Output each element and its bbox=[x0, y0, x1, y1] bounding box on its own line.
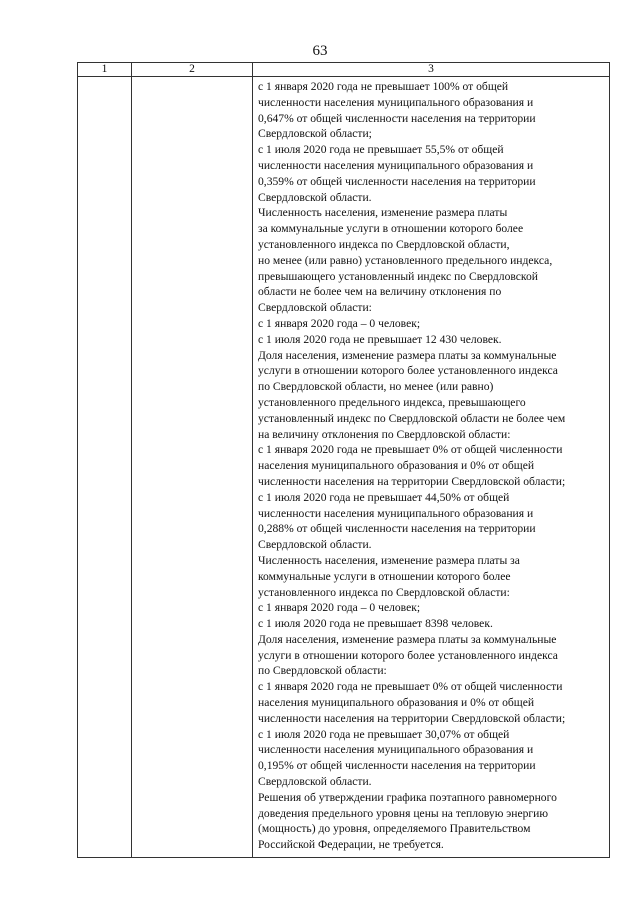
column-3-cell bbox=[253, 77, 610, 858]
text-line: с 1 января 2020 года не превышает 0% от общей численности bbox=[258, 680, 563, 694]
text-line: превышающего установленный индекс по Свердловской bbox=[258, 269, 538, 283]
text-line: по Свердловской области: bbox=[258, 664, 387, 678]
text-line: (мощность) до уровня, определяемого Правительством bbox=[258, 822, 531, 836]
text-line: Доля населения, изменение размера платы за коммунальные bbox=[258, 632, 557, 646]
text-line: 0,195% от общей численности населения на территории bbox=[258, 759, 536, 773]
text-line: Свердловской области. bbox=[258, 775, 372, 789]
content-text bbox=[258, 79, 609, 853]
text-line: установленного предельного индекса, превышающего bbox=[258, 395, 526, 409]
text-line: Численность населения, изменение размера платы за bbox=[258, 553, 520, 567]
text-line: численности населения муниципального образования и bbox=[258, 95, 534, 109]
text-line: с 1 января 2020 года не превышает 0% от общей численности bbox=[258, 443, 563, 457]
text-line: на величину отклонения по Свердловской области: bbox=[258, 427, 511, 441]
text-line: Решения об утверждении графика поэтапного равномерного bbox=[258, 790, 557, 804]
text-line: с 1 июля 2020 года не превышает 8398 человек. bbox=[258, 617, 493, 631]
text-line: с 1 января 2020 года – 0 человек; bbox=[258, 601, 421, 615]
text-line: с 1 июля 2020 года не превышает 30,07% от общей bbox=[258, 727, 510, 741]
text-line: населения муниципального образования и 0% от общей bbox=[258, 696, 535, 710]
page-number: 63 bbox=[312, 43, 328, 59]
text-line: с 1 июля 2020 года не превышает 12 430 человек. bbox=[258, 332, 502, 346]
text-line: 0,288% от общей численности населения на территории bbox=[258, 522, 536, 536]
text-line: с 1 января 2020 года не превышает 100% от общей bbox=[258, 80, 509, 93]
text-line: области не более чем на величину отклонения по bbox=[258, 285, 502, 299]
text-line: установленного индекса по Свердловской области: bbox=[258, 585, 510, 599]
text-line: Свердловской области. bbox=[258, 190, 372, 204]
text-line: Свердловской области; bbox=[258, 127, 372, 141]
text-line: численности населения муниципального образования и bbox=[258, 506, 534, 520]
text-line: услуги в отношении которого более установленного индекса bbox=[258, 648, 558, 662]
text-line: Свердловской области: bbox=[258, 301, 372, 315]
text-line: с 1 июля 2020 года не превышает 55,5% от общей bbox=[258, 143, 504, 157]
text-line: услуги в отношении которого более установленного индекса bbox=[258, 364, 558, 378]
text-line: численности населения муниципального образования и bbox=[258, 743, 534, 757]
text-line: за коммунальные услуги в отношении которого более bbox=[258, 222, 524, 236]
text-line: установленный индекс по Свердловской области не более чем bbox=[258, 411, 566, 425]
text-line: 0,647% от общей численности населения на территории bbox=[258, 111, 536, 125]
column-2-cell bbox=[132, 77, 253, 858]
column-header-2: 2 bbox=[132, 63, 253, 77]
text-line: коммунальные услуги в отношении которого более bbox=[258, 569, 511, 583]
text-line: Российской Федерации, не требуется. bbox=[258, 838, 444, 852]
text-line: численности населения на территории Свердловской области; bbox=[258, 474, 566, 488]
column-1-cell bbox=[78, 77, 132, 858]
column-header-1: 1 bbox=[78, 63, 132, 77]
table-row bbox=[78, 77, 610, 858]
document-table bbox=[77, 62, 610, 858]
text-line: населения муниципального образования и 0% от общей bbox=[258, 459, 535, 473]
table-header-row bbox=[78, 63, 610, 77]
column-header-3: 3 bbox=[253, 63, 610, 77]
text-line: по Свердловской области, но менее (или равно) bbox=[258, 380, 494, 394]
text-line: но менее (или равно) установленного предельного индекса, bbox=[258, 253, 553, 267]
text-line: Численность населения, изменение размера платы bbox=[258, 206, 508, 220]
text-line: численности населения на территории Свердловской области; bbox=[258, 711, 566, 725]
text-line: с 1 июля 2020 года не превышает 44,50% от общей bbox=[258, 490, 510, 504]
text-line: с 1 января 2020 года – 0 человек; bbox=[258, 316, 421, 330]
text-line: численности населения муниципального образования и bbox=[258, 158, 534, 172]
text-line: Доля населения, изменение размера платы за коммунальные bbox=[258, 348, 557, 362]
text-line: 0,359% от общей численности населения на территории bbox=[258, 174, 536, 188]
text-line: Свердловской области. bbox=[258, 538, 372, 552]
text-line: установленного индекса по Свердловской области, bbox=[258, 237, 510, 251]
text-line: доведения предельного уровня цены на тепловую энергию bbox=[258, 806, 549, 820]
